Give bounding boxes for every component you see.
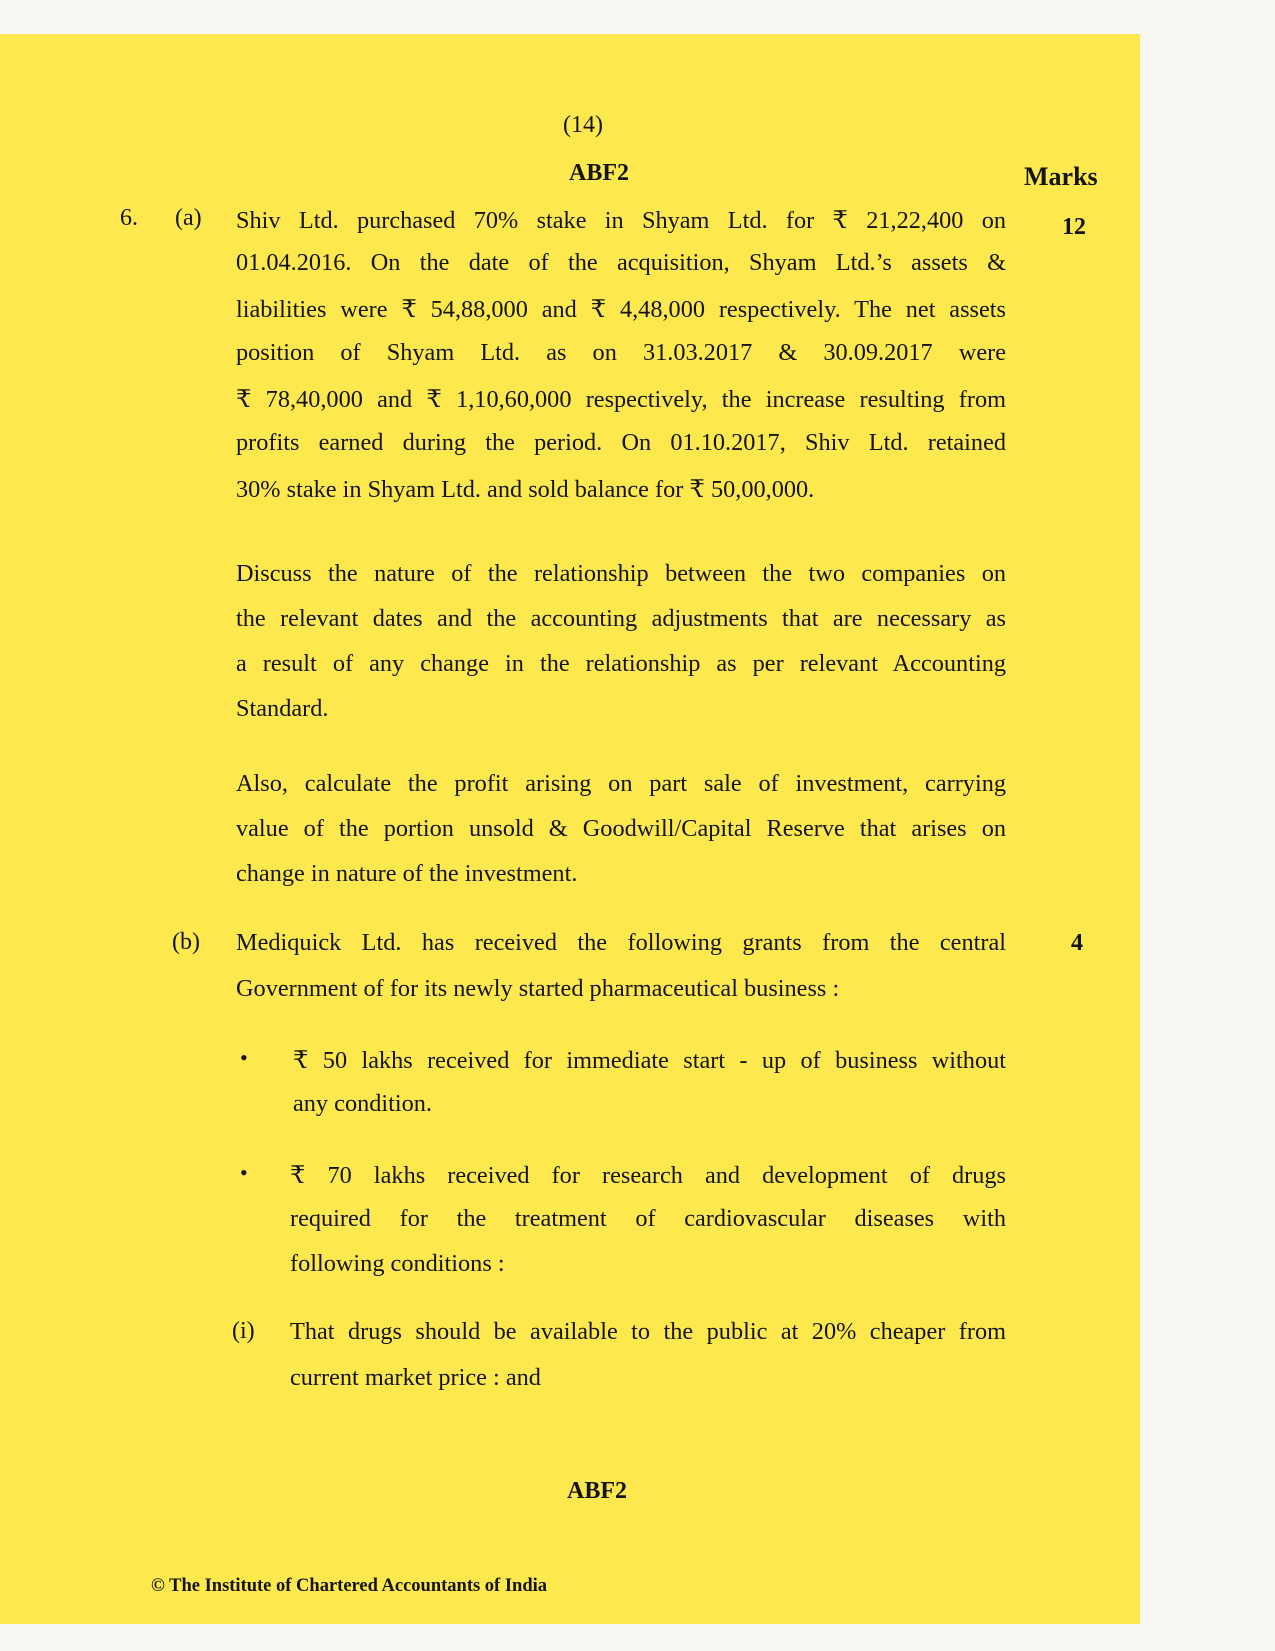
- part-b-label: (b): [172, 929, 200, 955]
- part-b-line: Government of for its newly started pharmaceutical business :: [236, 975, 840, 1002]
- part-a-line: change in nature of the investment.: [236, 860, 578, 887]
- bullet-icon: •: [240, 1160, 248, 1185]
- paper-code-footer: ABF2: [567, 1478, 627, 1504]
- part-a-line: 30% stake in Shyam Ltd. and sold balance for ₹ 50,00,000.: [236, 476, 815, 503]
- question-number: 6.: [120, 205, 138, 231]
- part-a-line: 01.04.2016. On the date of the acquisition, Shyam Ltd.’s assets &: [236, 249, 1006, 276]
- bullet-line: following conditions :: [290, 1250, 505, 1277]
- part-a-marks: 12: [1062, 214, 1086, 240]
- paper-code-header: ABF2: [569, 160, 629, 186]
- part-a-line: Also, calculate the profit arising on part sale of investment, carrying: [236, 770, 1006, 797]
- bullet-line: ₹ 70 lakhs received for research and development of drugs: [290, 1162, 1006, 1189]
- copyright-notice: © The Institute of Chartered Accountants of India: [151, 1576, 548, 1596]
- sub-item-line: current market price : and: [290, 1364, 541, 1391]
- part-a-line: a result of any change in the relationship as per relevant Accounting: [236, 650, 1006, 677]
- part-b-line: Mediquick Ltd. has received the following grants from the central: [236, 929, 1006, 956]
- bullet-line: required for the treatment of cardiovascular diseases with: [290, 1205, 1006, 1232]
- bullet-line: ₹ 50 lakhs received for immediate start - up of business without: [293, 1047, 1006, 1074]
- part-a-line: ₹ 78,40,000 and ₹ 1,10,60,000 respectively, the increase resulting from: [236, 386, 1006, 413]
- part-b-marks: 4: [1071, 930, 1083, 956]
- sub-item-line: That drugs should be available to the public at 20% cheaper from: [290, 1318, 1006, 1345]
- bullet-line: any condition.: [293, 1090, 433, 1117]
- part-a-line: position of Shyam Ltd. as on 31.03.2017 & 30.09.2017 were: [236, 339, 1006, 366]
- part-a-line: liabilities were ₹ 54,88,000 and ₹ 4,48,000 respectively. The net assets: [236, 296, 1006, 323]
- part-a-line: the relevant dates and the accounting adjustments that are necessary as: [236, 605, 1006, 632]
- bullet-icon: •: [240, 1045, 248, 1070]
- sub-item-label: (i): [232, 1318, 255, 1344]
- part-a-line: Standard.: [236, 695, 329, 722]
- part-a-line: profits earned during the period. On 01.10.2017, Shiv Ltd. retained: [236, 429, 1006, 456]
- part-a-line: Discuss the nature of the relationship between the two companies on: [236, 560, 1006, 587]
- page-number: (14): [563, 112, 603, 138]
- marks-column-heading: Marks: [1024, 162, 1098, 191]
- part-a-line: value of the portion unsold & Goodwill/Capital Reserve that arises on: [236, 815, 1006, 842]
- part-a-line: Shiv Ltd. purchased 70% stake in Shyam Ltd. for ₹ 21,22,400 on: [236, 207, 1006, 234]
- part-a-label: (a): [175, 205, 202, 231]
